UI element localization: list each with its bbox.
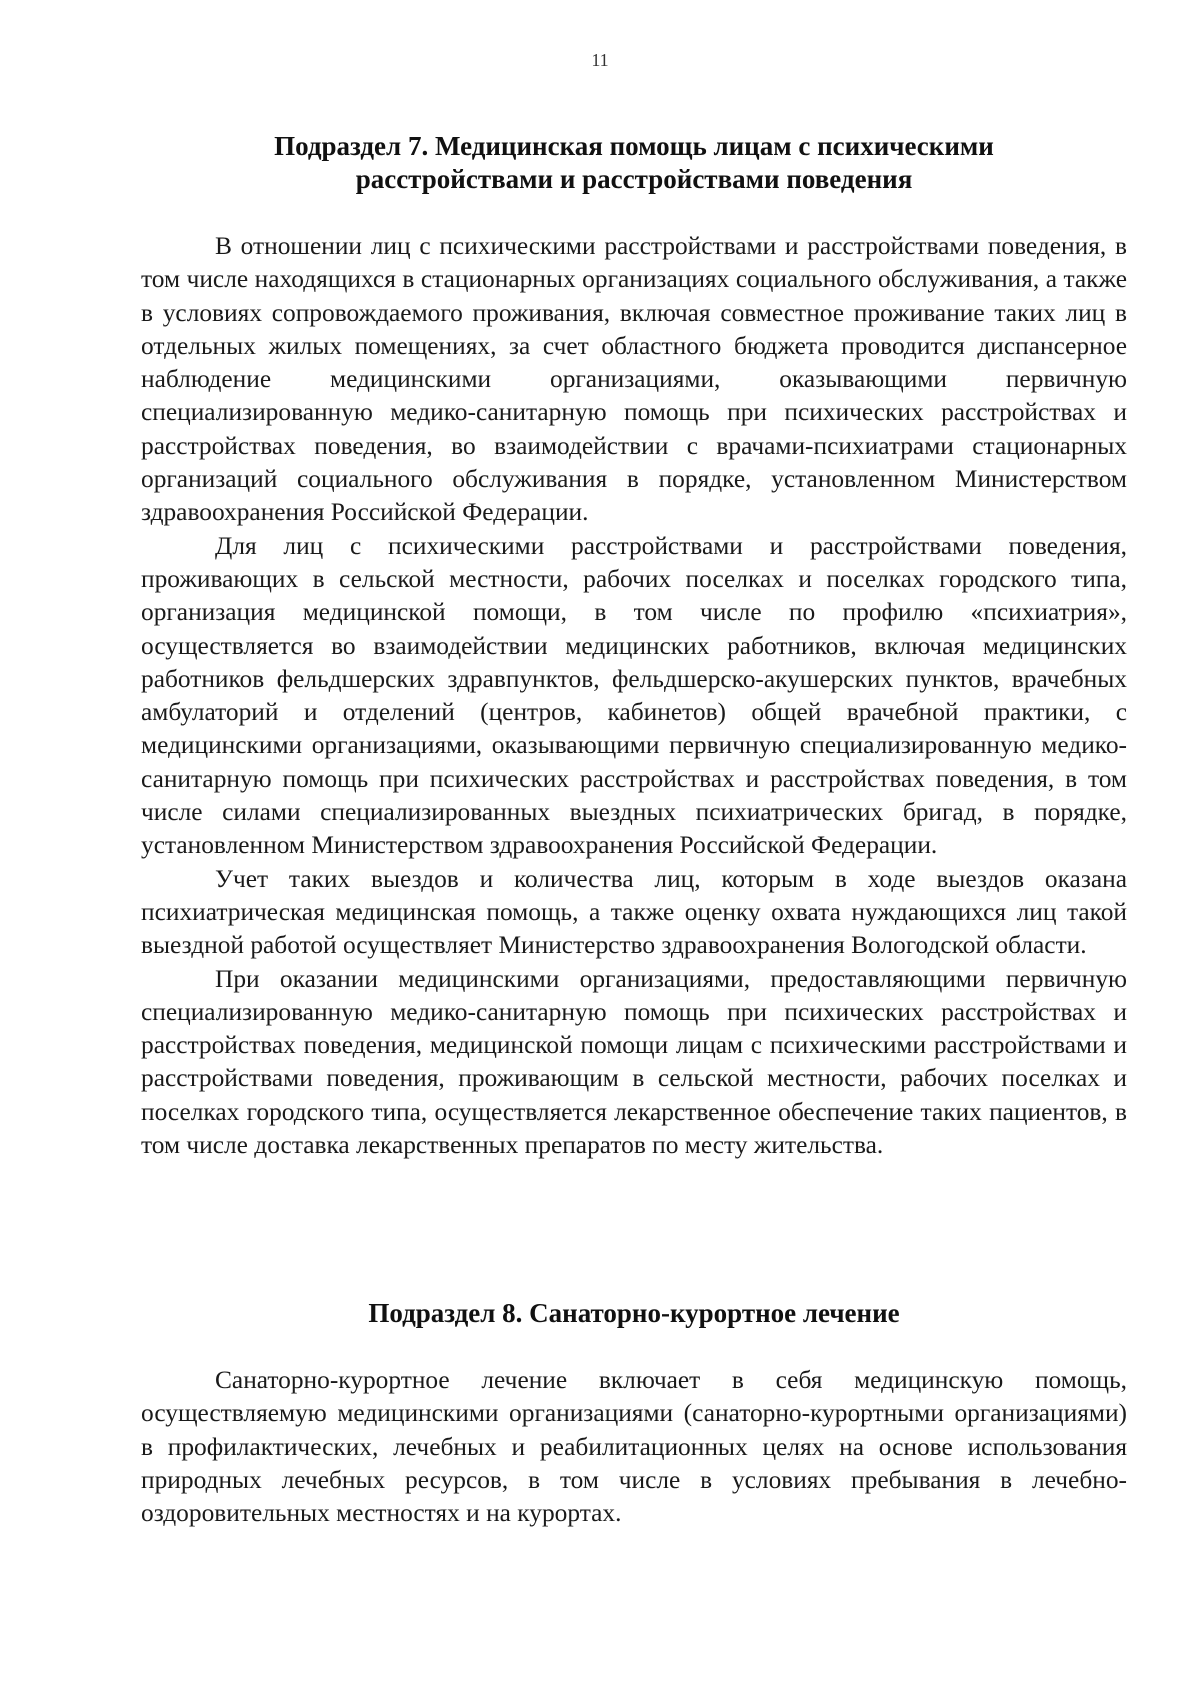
subsection-7-heading [141,130,1127,196]
subsection-7 [141,130,1127,1162]
paragraph: При оказании медицинскими организациями, предоставляющими первичную специализированную медико-санитарную помощь при психических расстройствах и расстройствах поведения, медицинской помощи лицам с психическими расстройствами и расстройствами поведения, проживающим в сельской местности, рабочих поселках и поселках городского типа, осуществляется лекарственное обеспечение таких пациентов, в том числе доставка лекарственных препаратов по месту жительства. [141,964,1127,1160]
paragraph: Для лиц с психическими расстройствами и расстройствами поведения, проживающих в сельской местности, рабочих поселках и поселках городского типа, организация медицинской помощи, в том числе по профилю «психиатрия», осуществляется во взаимодействии медицинских работников, включая медицинских работников фельдшерских здравпунктов, фельдшерско-акушерских пунктов, врачебных амбулаторий и отделений (центров, кабинетов) общей врачебной практики, с медицинскими организациями, оказывающими первичную специализированную медико-санитарную помощь при психических расстройствах и расстройствах поведения, в том числе силами специализированных выездных психиатрических бригад, в порядке, установленном Министерством здравоохранения Российской Федерации. [141,531,1127,860]
page-number: 11 [591,50,609,70]
paragraph: Санаторно-курортное лечение включает в себя медицинскую помощь, осуществляемую медицинскими организациями (санаторно-курортными организациями) в профилактических, лечебных и реабилитационных целях на основе использования природных лечебных ресурсов, в том числе в условиях пребывания в лечебно-оздоровительных местностях и на курортах. [141,1366,1127,1528]
subsection-7-heading-line2: расстройствами и расстройствами поведения [355,164,913,194]
subsection-8-heading: Подраздел 8. Санаторно-курортное лечение [368,1298,900,1328]
paragraph: Учет таких выездов и количества лиц, которым в ходе выездов оказана психиатрическая медицинская помощь, а также оценку охвата нуждающихся лиц такой выездной работой осуществляет Министерство здравоохранения Вологодской области. [141,864,1127,960]
paragraph: В отношении лиц с психическими расстройствами и расстройствами поведения, в том числе находящихся в стационарных организациях социального обслуживания, а также в условиях сопровождаемого проживания, включая совместное проживание таких лиц в отдельных жилых помещениях, за счет областного бюджета проводится диспансерное наблюдение медицинскими организациями, оказывающими первичную специализированную медико-санитарную помощь при психических расстройствах и расстройствах поведения, во взаимодействии с врачами-психиатрами стационарных организаций социального обслуживания в порядке, установленном Министерством здравоохранения Российской Федерации. [141,232,1127,527]
subsection-7-heading-line1: Подраздел 7. Медицинская помощь лицам с психическими [274,131,994,161]
subsection-8 [141,1297,1127,1530]
